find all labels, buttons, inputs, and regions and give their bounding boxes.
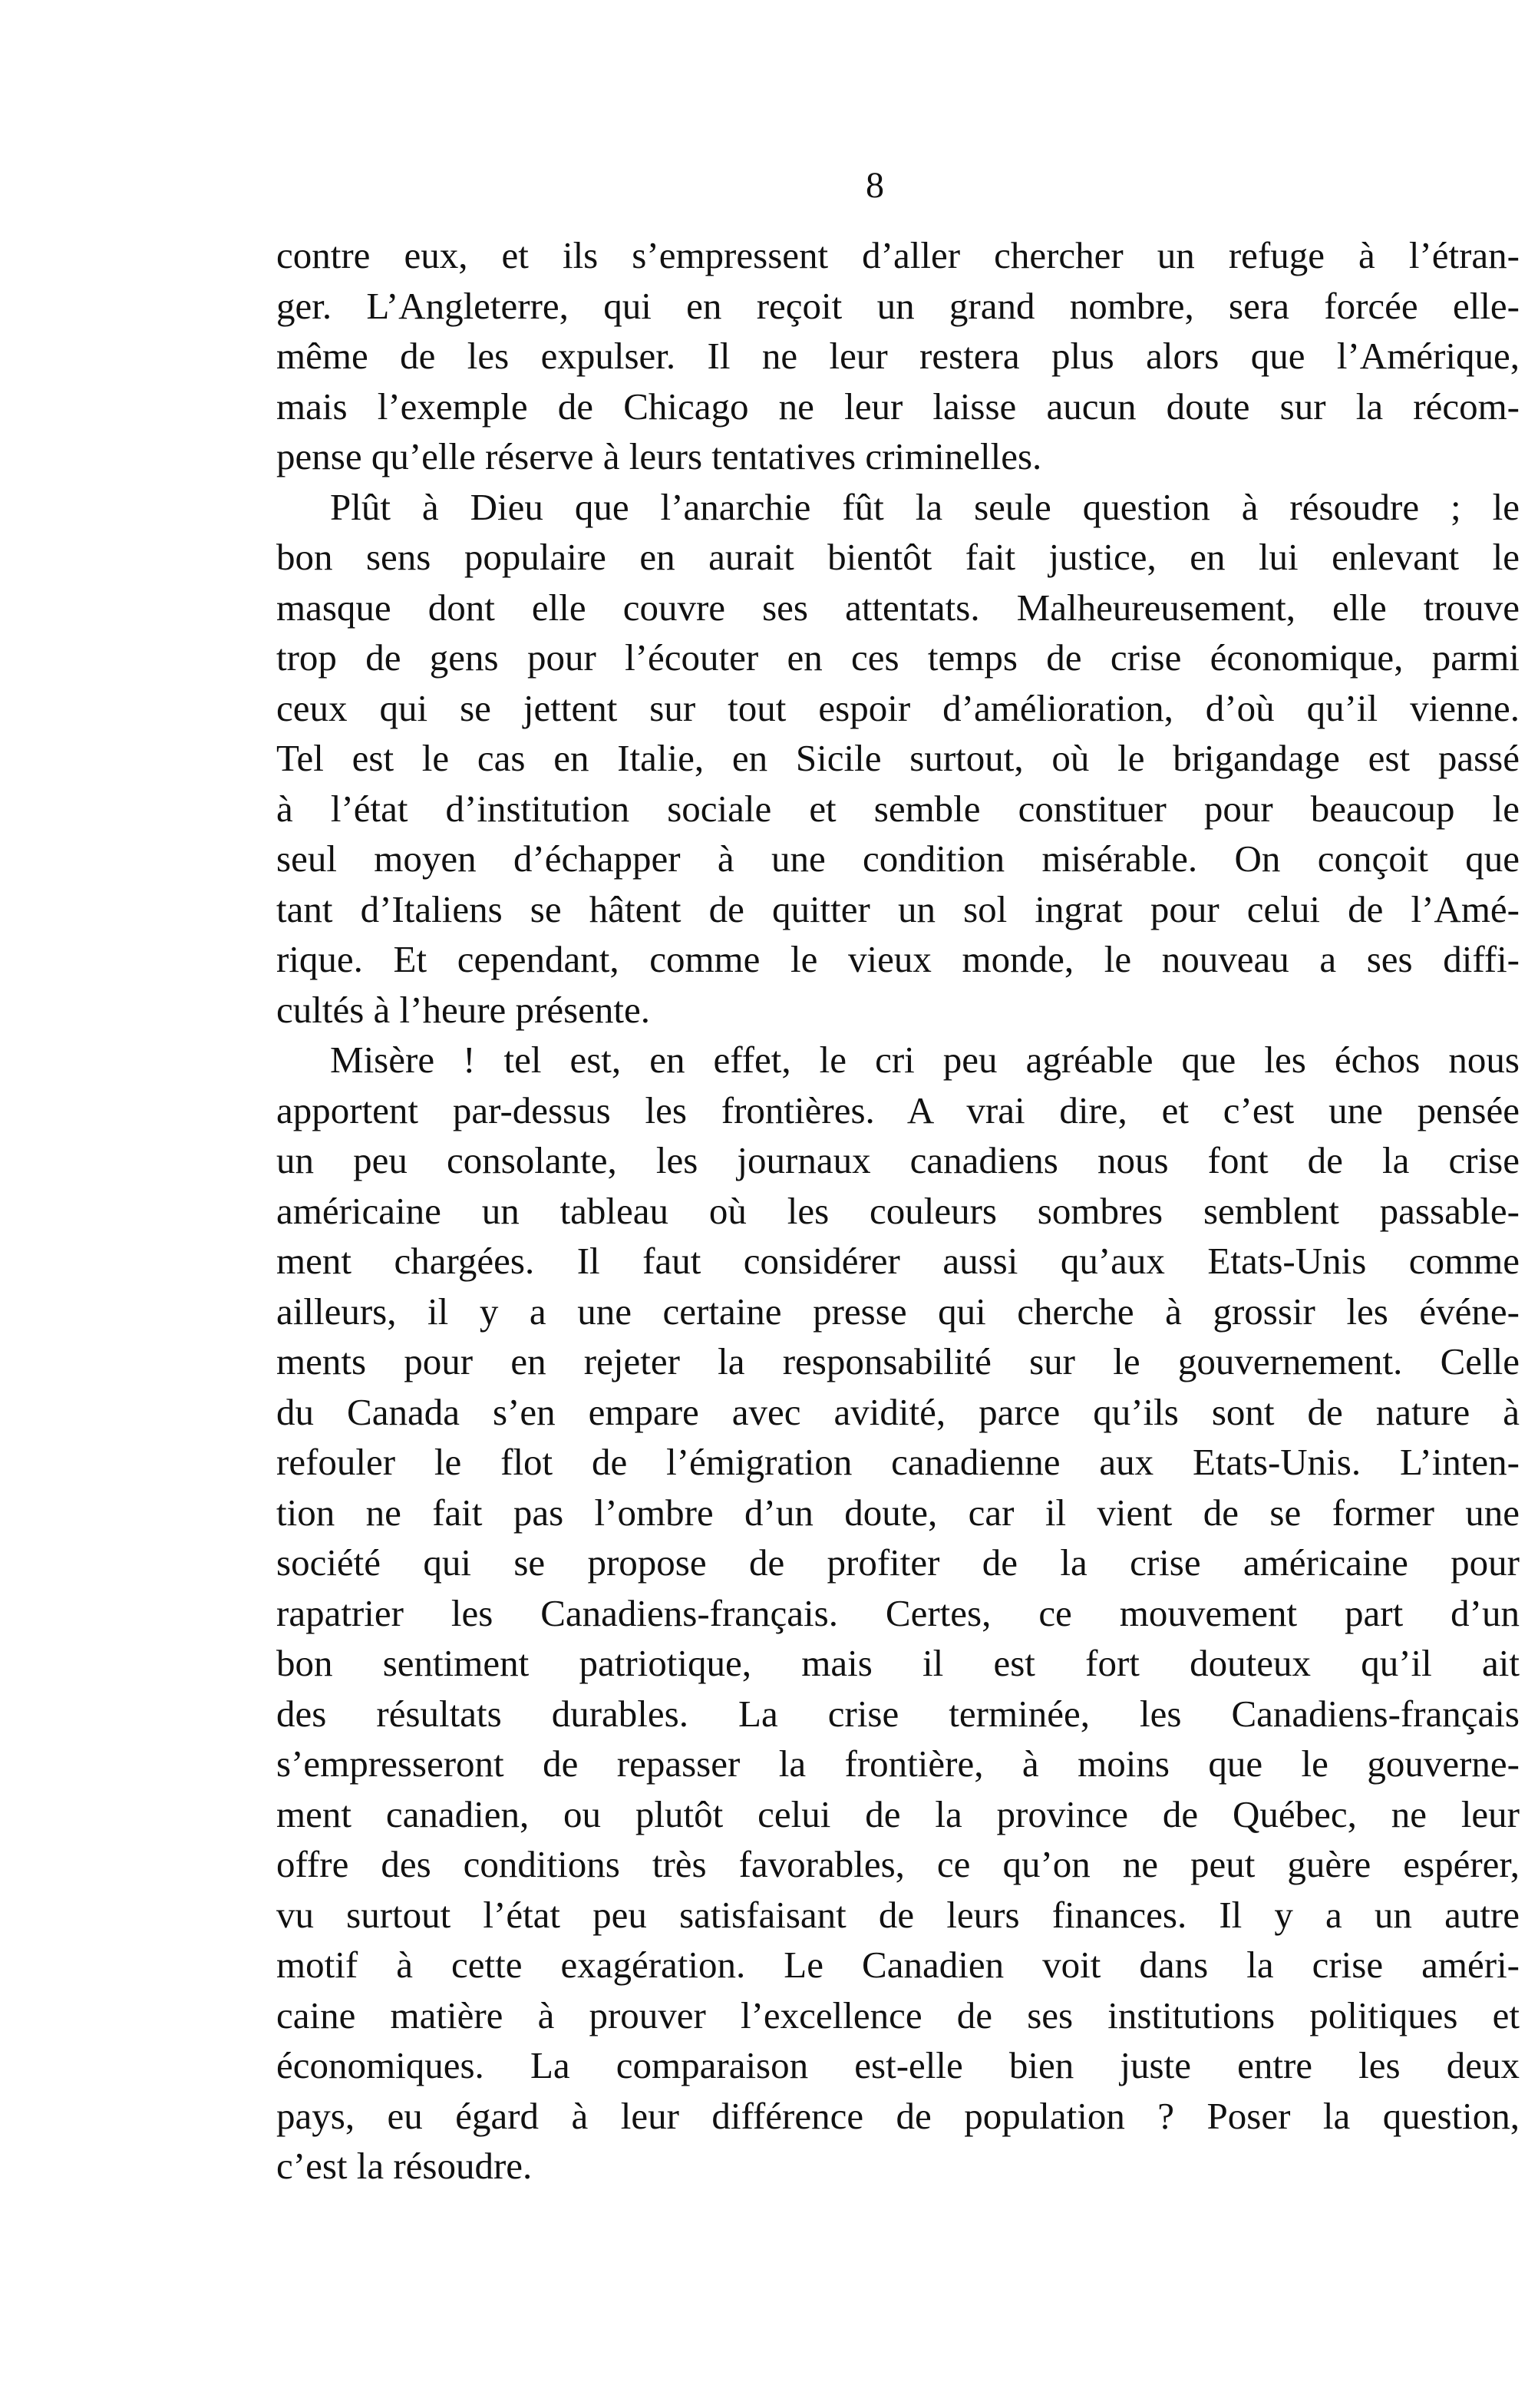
text-line: un peu consolante, les journaux canadiens nous font de la crise [276,1139,1520,1181]
text-line: ments pour en rejeter la responsabilité sur le gouvernement. Celle [276,1340,1520,1382]
text-line: offre des conditions très favorables, ce qu’on ne peut guère espérer, [276,1843,1520,1885]
text-line: société qui se propose de profiter de la crise américaine pour [276,1541,1520,1584]
text-line: apportent par-dessus les frontières. A vrai dire, et c’est une pensée [276,1088,1520,1131]
text-line: ment chargées. Il faut considérer aussi qu’aux Etats-Unis comme [276,1240,1520,1282]
text-line: rique. Et cependant, comme le vieux monde, le nouveau a ses diffi- [276,938,1520,980]
text-line: des résultats durables. La crise terminée, les Canadiens-français [276,1692,1520,1735]
text-line: américaine un tableau où les couleurs sombres semblent passable- [276,1189,1520,1232]
text-line: s’empresseront de repasser la frontière, à moins que le gouverne- [276,1742,1520,1785]
text-line: bon sens populaire en aurait bientôt fait justice, en lui enlevant le [276,536,1520,578]
text-line: c’est la résoudre. [276,2145,533,2187]
text-line: ment canadien, ou plutôt celui de la province de Québec, ne leur [276,1792,1520,1835]
text-line: refouler le flot de l’émigration canadienne aux Etats-Unis. L’inten- [276,1441,1520,1483]
body-text [276,230,1520,2192]
text-line: mais l’exemple de Chicago ne leur laisse aucun doute sur la récom- [276,385,1520,428]
text-line: caine matière à prouver l’excellence de ses institutions politiques et [276,1993,1520,2036]
paragraph-first-line: Misère ! tel est, en effet, le cri peu agréable que les échos nous [330,1039,1520,1081]
text-line: trop de gens pour l’écouter en ces temps de crise économique, parmi [276,636,1520,679]
text-line: pays, eu égard à leur différence de population ? Poser la question, [276,2094,1520,2137]
text-line: cultés à l’heure présente. [276,988,651,1031]
text-line: pense qu’elle réserve à leurs tentatives criminelles. [276,435,1042,477]
text-line: contre eux, et ils s’empressent d’aller chercher un refuge à l’étran- [276,234,1520,276]
text-line: bon sentiment patriotique, mais il est fort douteux qu’il ait [276,1642,1520,1684]
text-line: motif à cette exagération. Le Canadien voit dans la crise améri- [276,1944,1520,1986]
text-line: Tel est le cas en Italie, en Sicile surtout, où le brigandage est passé [276,737,1520,779]
text-line: économiques. La comparaison est-elle bien juste entre les deux [276,2044,1520,2086]
text-line: ailleurs, il y a une certaine presse qui cherche à grossir les événe- [276,1290,1520,1333]
text-line: seul moyen d’échapper à une condition misérable. On conçoit que [276,837,1520,880]
text-line: à l’état d’institution sociale et semble constituer pour beaucoup le [276,787,1520,830]
paragraph-first-line: Plût à Dieu que l’anarchie fût la seule question à résoudre ; le [330,485,1520,528]
page-number: 8 [866,165,884,206]
text-line: ceux qui se jettent sur tout espoir d’amélioration, d’où qu’il vienne. [276,686,1520,729]
text-line: masque dont elle couvre ses attentats. Malheureusement, elle trouve [276,586,1520,629]
text-line: même de les expulser. Il ne leur restera plus alors que l’Amérique, [276,335,1520,377]
text-line: vu surtout l’état peu satisfaisant de leurs finances. Il y a un autre [276,1893,1520,1936]
text-line: du Canada s’en empare avec avidité, parce qu’ils sont de nature à [276,1390,1520,1433]
text-line: tion ne fait pas l’ombre d’un doute, car il vient de se former une [276,1491,1520,1534]
text-line: ger. L’Angleterre, qui en reçoit un grand nombre, sera forcée elle- [276,284,1520,327]
text-line: tant d’Italiens se hâtent de quitter un sol ingrat pour celui de l’Amé- [276,887,1520,930]
text-line: rapatrier les Canadiens-français. Certes, ce mouvement part d’un [276,1591,1520,1634]
